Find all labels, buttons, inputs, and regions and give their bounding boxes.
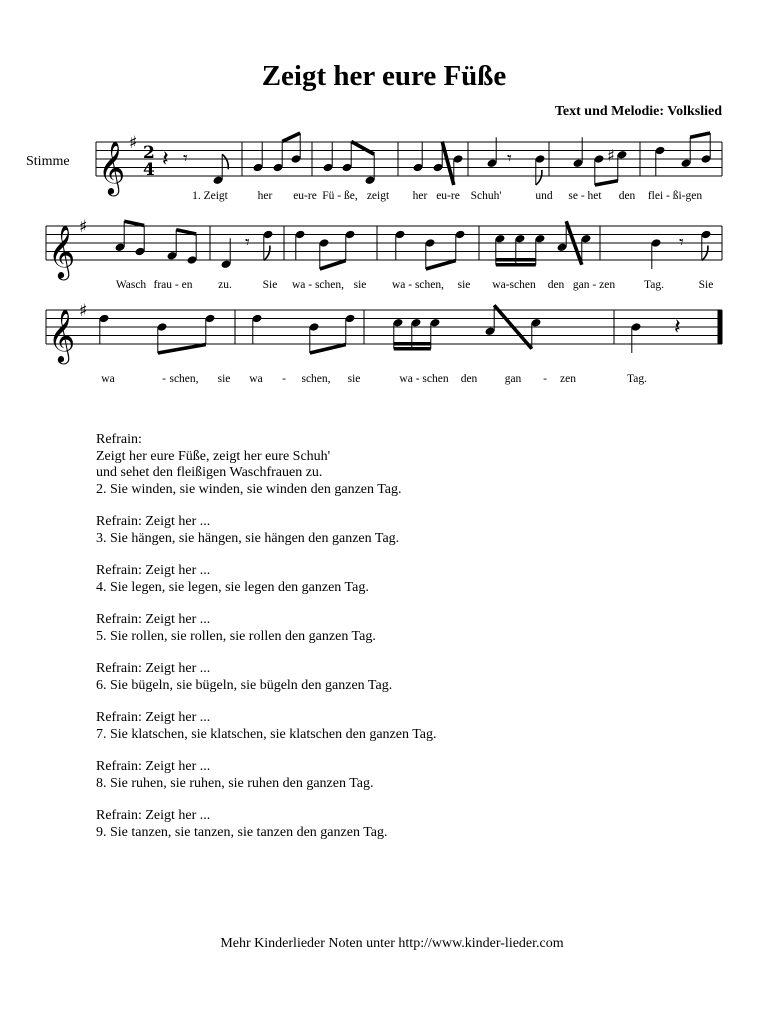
lyric-syllable: schen,	[169, 373, 199, 385]
lyric-syllable: Sie	[262, 279, 278, 291]
lyric-syllable: frau - en	[153, 279, 193, 291]
eighth-rest-icon: 𝄾	[507, 148, 512, 169]
sharp-accidental-icon: ♯	[607, 145, 615, 165]
note-flag	[536, 170, 542, 185]
lyric-syllable: wa - schen,	[291, 279, 345, 291]
lyric-syllable: her	[412, 190, 428, 202]
lyric-syllable: -	[162, 373, 166, 385]
verse-line: 3. Sie hängen, sie hängen, sie hängen den ganzen Tag.	[96, 530, 400, 546]
lyric-syllable: Wasch	[115, 279, 147, 291]
stanza	[96, 563, 696, 596]
beam	[426, 261, 456, 270]
lyric-syllable: sie	[217, 373, 231, 385]
lyric-syllable: den	[460, 373, 478, 385]
verse-line: 2. Sie winden, sie winden, sie winden den ganzen Tag.	[96, 481, 402, 497]
verse-line: Refrain:	[96, 432, 142, 447]
lyric-syllable: eu-re	[293, 190, 317, 202]
verse-line: Refrain: Zeigt her ...	[96, 759, 211, 774]
quarter-rest-icon: 𝄽	[674, 315, 681, 340]
note-flag	[702, 246, 708, 261]
time-signature-top: 2	[143, 143, 155, 163]
sheet-music	[0, 0, 768, 420]
lyric-syllable: gan - zen	[572, 279, 616, 291]
lyric-syllable: gan	[504, 373, 522, 385]
verse-text	[96, 432, 696, 857]
verse-line: 6. Sie bügeln, sie bügeln, sie bügeln den ganzen Tag.	[96, 677, 393, 693]
beam	[310, 345, 346, 354]
verse-line: Refrain: Zeigt her ...	[96, 661, 211, 676]
lyric-syllable: schen,	[301, 373, 331, 385]
verse-line: Refrain: Zeigt her ...	[96, 514, 211, 529]
lyric-syllable: zu.	[218, 279, 232, 291]
time-signature-bottom: 4	[143, 160, 155, 180]
beam	[442, 142, 454, 186]
footer-link-text: Mehr Kinderlieder Noten unter http://www.kinder-lieder.com	[220, 936, 564, 951]
lyric-syllable: Sie	[698, 279, 714, 291]
stanza	[96, 661, 696, 694]
beam	[351, 142, 374, 155]
key-signature-sharp: ♯	[129, 133, 138, 153]
beam	[176, 230, 196, 234]
lyric-syllable: sie	[347, 373, 361, 385]
beam	[690, 133, 710, 137]
verse-line: Refrain: Zeigt her ...	[96, 612, 211, 627]
stanza	[96, 710, 696, 743]
quarter-rest-icon: 𝄽	[162, 147, 169, 172]
lyric-row-2	[116, 279, 714, 291]
lyric-syllable: wa-schen	[492, 279, 536, 291]
eighth-rest-icon: 𝄾	[183, 148, 188, 169]
lyric-syllable: wa	[101, 373, 115, 385]
song-title: Zeigt her eure Füße	[261, 60, 507, 92]
eighth-rest-icon: 𝄾	[245, 232, 250, 253]
staff-system-3	[46, 301, 723, 364]
stanza	[96, 432, 696, 498]
lyric-row-3	[101, 373, 647, 385]
composer-credit: Text und Melodie: Volkslied	[554, 104, 722, 119]
lyric-syllable: Fü - ße,	[322, 190, 358, 202]
lyric-syllable: her	[257, 190, 273, 202]
lyric-syllable: -	[543, 373, 547, 385]
lyric-syllable: Schuh'	[470, 190, 502, 202]
lyric-syllable: wa	[249, 373, 263, 385]
lyric-syllable: den	[618, 190, 636, 202]
verse-line: 5. Sie rollen, sie rollen, sie rollen den ganzen Tag.	[96, 628, 376, 644]
beam	[124, 221, 144, 225]
lyric-syllable: sie	[457, 279, 471, 291]
stanza	[96, 514, 696, 547]
verse-line: Refrain: Zeigt her ...	[96, 808, 211, 823]
treble-clef-icon: 𝄞	[48, 308, 76, 362]
treble-clef-icon: 𝄞	[98, 140, 126, 194]
verse-line: Refrain: Zeigt her ...	[96, 563, 211, 578]
verse-line: Refrain: Zeigt her ...	[96, 710, 211, 725]
lyric-syllable: flei - ßi-gen	[647, 190, 703, 202]
lyric-syllable: zen	[560, 373, 576, 385]
lyric-syllable: eu-re	[436, 190, 460, 202]
lyric-syllable: sie	[353, 279, 367, 291]
lyric-syllable: se - het	[568, 190, 602, 202]
staff-system-2	[46, 217, 722, 280]
stanza	[96, 759, 696, 792]
beam	[320, 261, 346, 270]
lyric-syllable: Tag.	[644, 279, 664, 291]
verse-line: 7. Sie klatschen, sie klatschen, sie klatschen den ganzen Tag.	[96, 726, 437, 742]
verse-line: 8. Sie ruhen, sie ruhen, sie ruhen den ganzen Tag.	[96, 775, 374, 791]
beam	[595, 181, 618, 185]
lyric-syllable: wa - schen,	[391, 279, 445, 291]
lyric-syllable: zeigt	[366, 190, 390, 202]
verse-line: und sehet den fleißigen Waschfrauen zu.	[96, 465, 323, 480]
stanza	[96, 808, 696, 841]
key-signature-sharp: ♯	[79, 301, 88, 321]
beam	[282, 133, 300, 142]
beam	[158, 345, 206, 354]
treble-clef-icon: 𝄞	[48, 224, 76, 278]
final-barline	[718, 310, 723, 344]
verse-line: Zeigt her eure Füße, zeigt her eure Schuh'	[96, 448, 331, 464]
instrument-label: Stimme	[26, 154, 70, 169]
lyric-syllable: wa - schen	[399, 373, 449, 385]
lyric-row-1	[192, 190, 702, 202]
lyric-syllable: 1. Zeigt	[192, 190, 228, 202]
verse-line: 4. Sie legen, sie legen, sie legen den ganzen Tag.	[96, 579, 369, 595]
key-signature-sharp: ♯	[79, 217, 88, 237]
stanza	[96, 612, 696, 645]
eighth-rest-icon: 𝄾	[679, 232, 684, 253]
lyric-syllable: den	[547, 279, 565, 291]
note-flag	[264, 246, 270, 261]
verse-line: 9. Sie tanzen, sie tanzen, sie tanzen den ganzen Tag.	[96, 824, 388, 840]
staff-system-1	[96, 133, 722, 196]
lyric-syllable: -	[282, 373, 286, 385]
lyric-syllable: und	[535, 190, 553, 202]
lyric-syllable: Tag.	[627, 373, 647, 385]
